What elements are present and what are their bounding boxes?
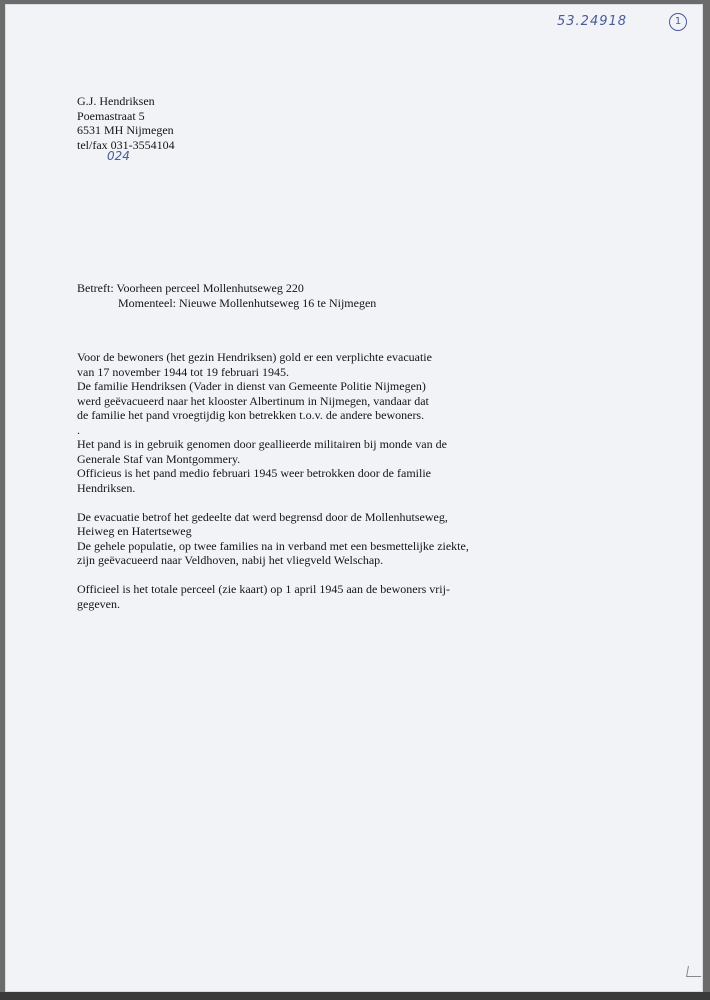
body-line: zijn geëvacueerd naar Veldhoven, nabij het vliegveld Welschap. (77, 553, 384, 567)
body-line: Heiweg en Hatertseweg (77, 524, 192, 538)
letter-body (77, 350, 469, 611)
body-line: Hendriksen. (77, 480, 136, 495)
body-line: van 17 november 1944 tot 19 februari 1945. (77, 364, 289, 379)
area-code-correction-annotation: 024 (107, 149, 130, 163)
body-line: Officieus is het pand medio februari 1945 weer betrokken door de familie (77, 466, 431, 480)
archive-number-annotation: 53.24918 (557, 14, 628, 29)
paragraph-military-use (77, 437, 469, 495)
body-line: de familie het pand vroegtijdig kon betrekken t.o.v. de andere bewoners. (77, 408, 425, 422)
sender-name: G.J. Hendriksen (77, 94, 155, 108)
body-line: gegeven. (77, 596, 120, 611)
scan-bottom-edge (0, 992, 710, 1000)
sender-street: Poemastraat 5 (77, 108, 145, 123)
paragraph-evacuated-area (77, 510, 469, 568)
body-line: De evacuatie betrof het gedeelte dat werd begrensd door de Mollenhutseweg, (77, 509, 448, 524)
subject-line-1: Betreft: Voorheen perceel Mollenhutseweg 220 (77, 281, 304, 295)
sender-address-block (77, 94, 175, 152)
sender-phone: tel/fax 031-3554104 (77, 137, 175, 152)
body-line: . (77, 422, 80, 437)
subject-block (77, 281, 376, 310)
subject-line-2: Momenteel: Nieuwe Mollenhutseweg 16 te Nijmegen (118, 295, 377, 310)
body-line: Officieel is het totale perceel (zie kaart) op 1 april 1945 aan de bewoners vrij- (77, 582, 450, 596)
body-line: Het pand is in gebruik genomen door geallieerde militairen bij monde van de (77, 437, 447, 451)
body-line: Generale Staf van Montgommery. (77, 451, 241, 466)
body-line: werd geëvacueerd naar het klooster Albertinum in Nijmegen, vandaar dat (77, 393, 429, 408)
body-line: De familie Hendriksen (Vader in dienst van Gemeente Politie Nijmegen) (77, 379, 426, 393)
paragraph-release (77, 582, 469, 611)
sender-postal-city: 6531 MH Nijmegen (77, 123, 174, 137)
body-line: De gehele populatie, op twee families na in verband met een besmettelijke ziekte, (77, 538, 469, 553)
page-number-annotation: 1 (669, 13, 687, 31)
letter-page (5, 4, 703, 992)
page-corner-mark (686, 966, 703, 977)
paragraph-evacuation (77, 350, 469, 437)
body-line: Voor de bewoners (het gezin Hendriksen) gold er een verplichte evacuatie (77, 350, 432, 364)
